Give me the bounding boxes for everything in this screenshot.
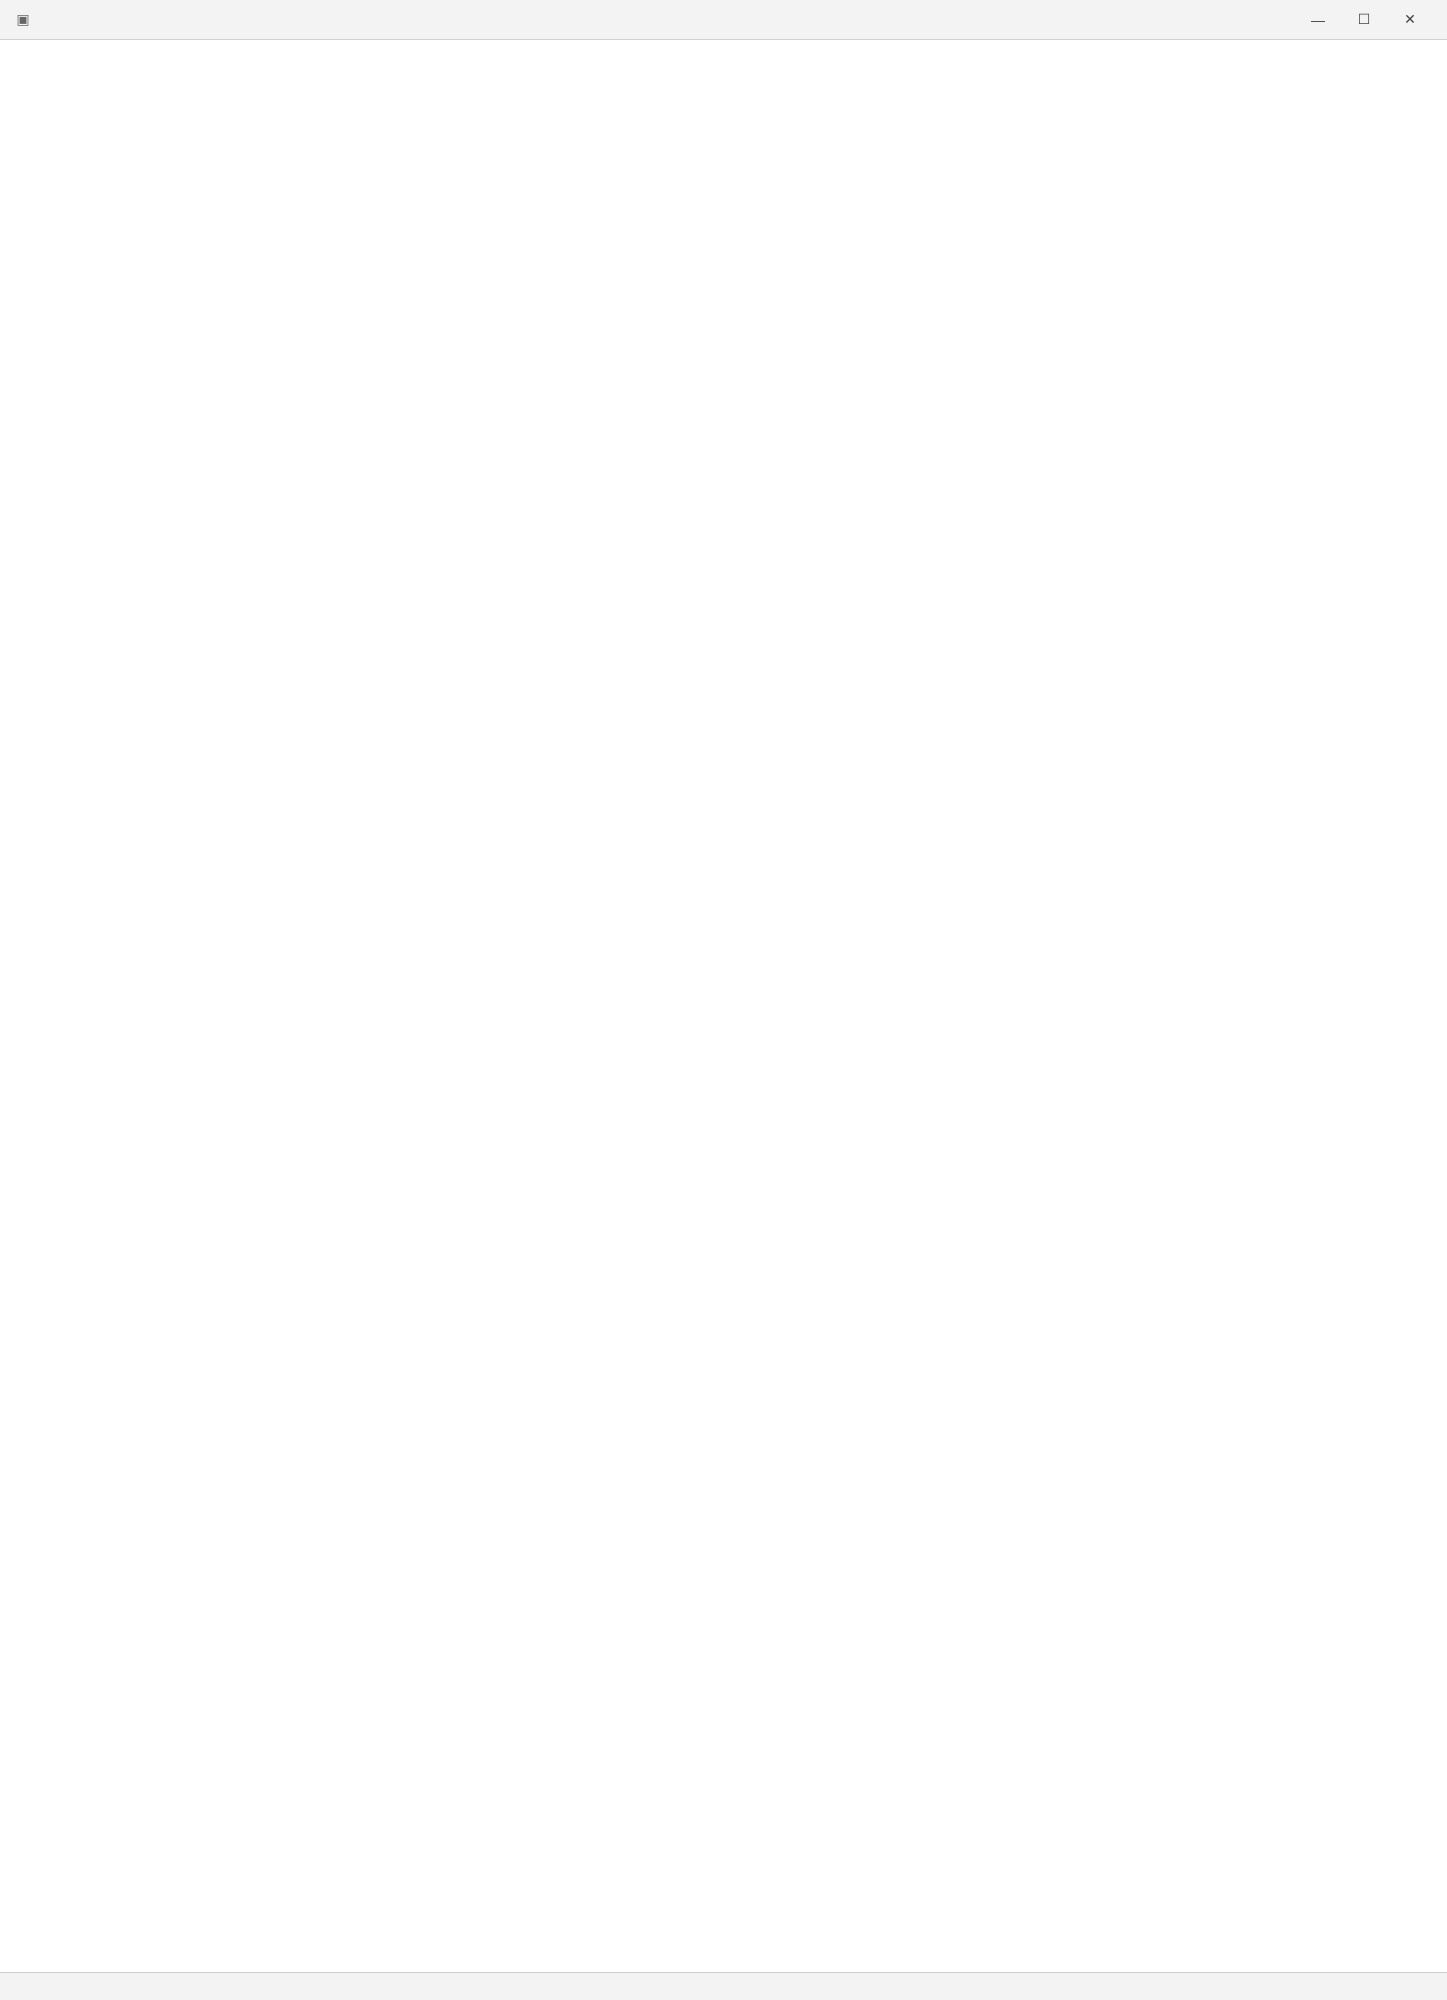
- maximize-icon[interactable]: ☐: [1357, 11, 1371, 27]
- title-bar: [0, 0, 1447, 40]
- window-controls: [1295, 0, 1433, 40]
- close-icon[interactable]: ✕: [1404, 11, 1416, 27]
- main-content: [0, 40, 1447, 1972]
- minimize-icon[interactable]: —: [1311, 11, 1325, 28]
- status-bar: [0, 1972, 1447, 2000]
- window-icon: ▣: [16, 11, 30, 27]
